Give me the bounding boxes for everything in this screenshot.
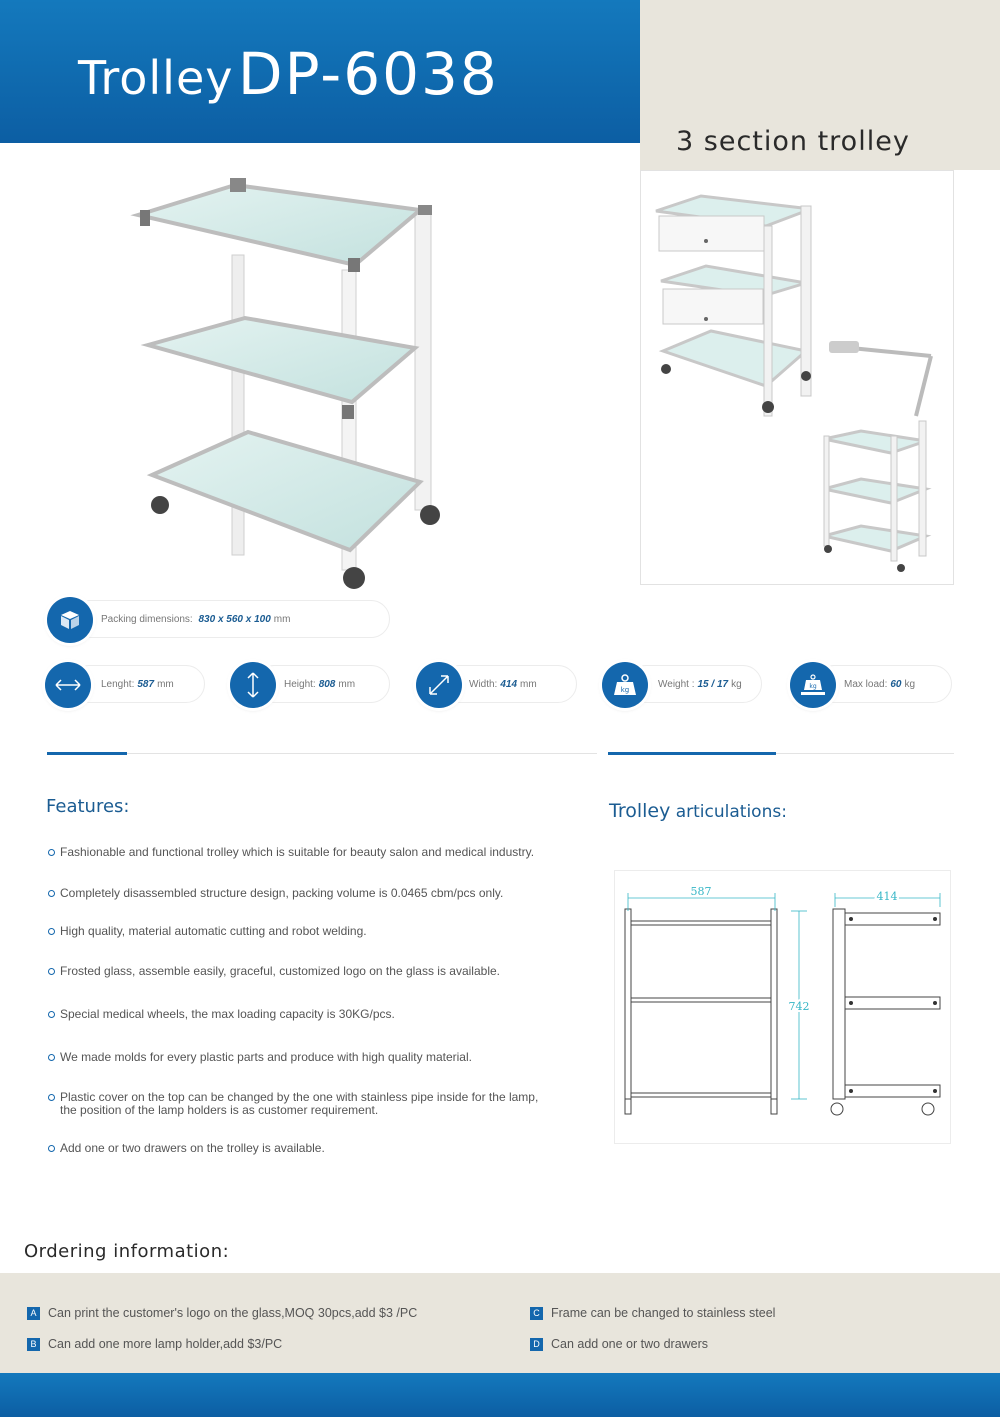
- spec-unit: mm: [157, 678, 174, 690]
- dim-width-label: 587: [690, 885, 712, 898]
- svg-text:kg: kg: [620, 686, 630, 694]
- spec-unit: kg: [904, 678, 916, 690]
- svg-text:kg: kg: [809, 683, 817, 690]
- spec-value: 414: [500, 678, 518, 690]
- articulations-title-rest: articulations:: [675, 802, 787, 822]
- feature-item: Completely disassembled structure design, packing volume is 0.0465 cbm/pcs only.: [48, 887, 598, 900]
- option-text: Frame can be changed to stainless steel: [551, 1306, 776, 1320]
- packing-label: Packing dimensions:: [101, 613, 193, 625]
- option-letter-badge: C: [530, 1307, 543, 1320]
- feature-item: We made molds for every plastic parts and produce with high quality material.: [48, 1051, 598, 1064]
- spec-value: 60: [890, 678, 902, 690]
- right-divider-accent: [608, 752, 776, 755]
- spec-label: Max load:: [844, 678, 888, 690]
- spec-label: Height:: [284, 678, 316, 690]
- spec-value: 15 / 17: [697, 678, 729, 690]
- weight-icon: [602, 662, 648, 708]
- model-number: DP-6038: [237, 40, 499, 108]
- length-arrows-icon: [45, 662, 91, 708]
- feature-item: Special medical wheels, the max loading capacity is 30KG/pcs.: [48, 1008, 598, 1021]
- diagonal-arrows-icon: [416, 662, 462, 708]
- spec-unit: mm: [338, 678, 356, 690]
- title-word: Trolley: [78, 51, 234, 105]
- dim-height-label: 742: [788, 1000, 810, 1013]
- articulations-title: [609, 800, 787, 822]
- articulations-title-strong: Trolley: [609, 800, 671, 822]
- order-option-d: [530, 1337, 708, 1351]
- packing-dimensions-pill: [70, 600, 390, 638]
- variants-photo-box: [640, 170, 954, 585]
- footer-band: [0, 1373, 1000, 1417]
- box-icon: [47, 597, 93, 643]
- left-divider-accent: [47, 752, 127, 755]
- spec-label: Width:: [469, 678, 498, 690]
- product-subtitle: 3 section trolley: [676, 126, 910, 157]
- order-option-a: [27, 1306, 417, 1320]
- packing-value: 830 x 560 x 100: [198, 613, 271, 625]
- page-title: [78, 40, 499, 108]
- option-text: Can print the customer's logo on the glass,MOQ 30pcs,add $3 /PC: [48, 1306, 418, 1320]
- left-divider: [47, 753, 597, 754]
- ordering-title: Ordering information:: [24, 1241, 230, 1262]
- dim-depth-label: 414: [876, 890, 898, 903]
- option-letter-badge: A: [27, 1307, 40, 1320]
- dimension-drawing: [615, 871, 950, 1143]
- spec-unit: kg: [731, 678, 742, 690]
- feature-item: Add one or two drawers on the trolley is available.: [48, 1142, 598, 1155]
- order-option-b: [27, 1337, 282, 1351]
- option-text: Can add one more lamp holder,add $3/PC: [48, 1337, 283, 1351]
- main-trolley-photo: [120, 170, 460, 600]
- feature-item: Frosted glass, assemble easily, graceful, customized logo on the glass is available.: [48, 965, 598, 978]
- feature-item: Plastic cover on the top can be changed by the one with stainless pipe inside for the lamp, the position of the lamp holders is as customer requirement.: [48, 1091, 548, 1117]
- spec-label: Weight :: [658, 678, 695, 690]
- dimension-diagram: [614, 870, 951, 1144]
- feature-item: Fashionable and functional trolley which is suitable for beauty salon and medical industry.: [48, 846, 598, 859]
- height-arrows-icon: [230, 662, 276, 708]
- variant-trolleys-photo: [641, 171, 953, 584]
- spec-label: Lenght:: [101, 678, 135, 690]
- option-letter-badge: B: [27, 1338, 40, 1351]
- option-letter-badge: D: [530, 1338, 543, 1351]
- packing-unit: mm: [273, 613, 291, 625]
- spec-value: 808: [318, 678, 336, 690]
- order-option-c: [530, 1306, 775, 1320]
- spec-unit: mm: [520, 678, 537, 690]
- features-title: Features:: [46, 796, 130, 817]
- max-load-icon: [790, 662, 836, 708]
- option-text: Can add one or two drawers: [551, 1337, 709, 1351]
- ordering-band: [0, 1273, 1000, 1373]
- feature-item: High quality, material automatic cutting and robot welding.: [48, 925, 598, 938]
- spec-value: 587: [137, 678, 155, 690]
